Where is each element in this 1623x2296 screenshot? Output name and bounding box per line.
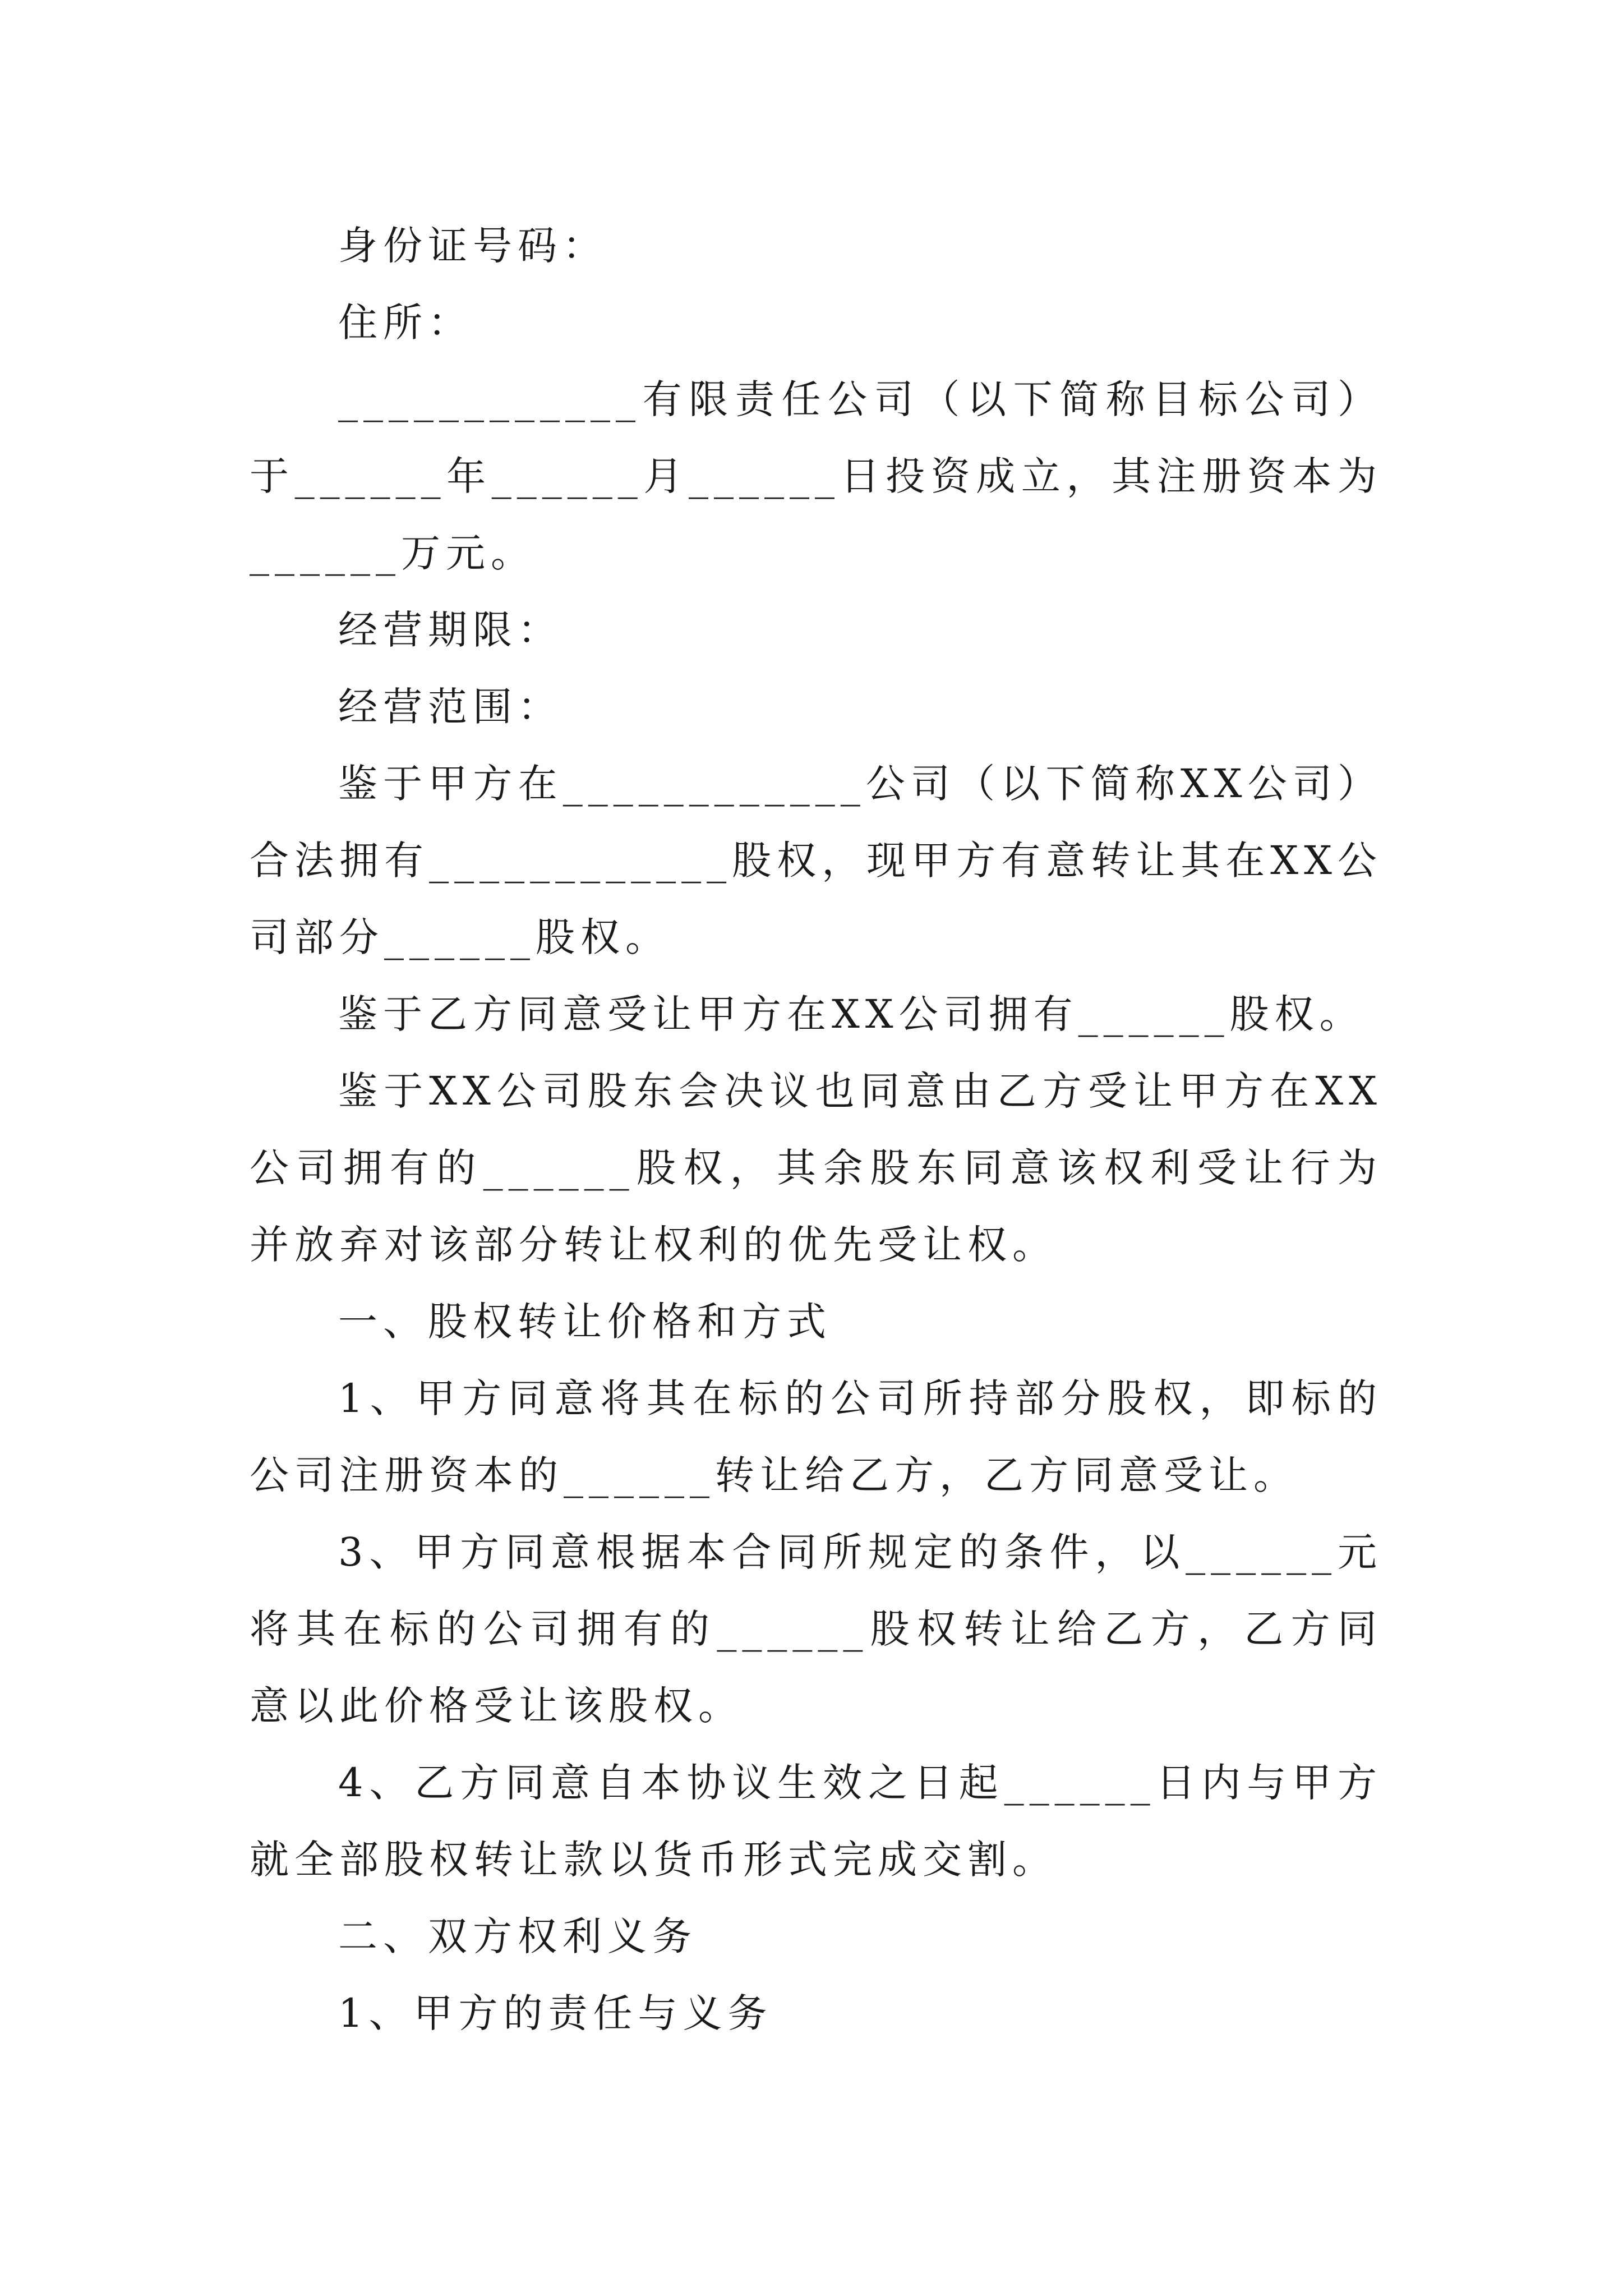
section-heading-rights-obligations: 二、双方权利义务 [338,1913,697,1959]
company-establishment-paragraph: ____________有限责任公司（以下简称目标公司）于______年______月______日投资成立，其注册资本为______万元。 [250,376,1382,576]
section-heading-price-and-method: 一、股权转让价格和方式 [338,1299,832,1345]
clause-1-transfer: 1、甲方同意将其在标的公司所持部分股权，即标的公司注册资本的______转让给乙方，乙方同意受让。 [250,1375,1382,1498]
id-number-field: 身份证号码： [338,223,607,269]
clause-3-price: 3、甲方同意根据本合同所规定的条件，以______元将其在标的公司拥有的______股权转让给乙方，乙方同意以此价格受让该股权。 [250,1529,1382,1729]
business-term-field: 经营期限： [338,607,562,653]
address-field: 住所： [338,300,473,346]
recital-shareholder-resolution: 鉴于XX公司股东会决议也同意由乙方受让甲方在XX公司拥有的______股权，其余股东同意该权利受让行为并放弃对该部分转让权利的优先受让权。 [250,1068,1382,1268]
business-scope-field: 经营范围： [338,684,562,730]
document-body [250,208,1382,2052]
recital-party-b-consent: 鉴于乙方同意受让甲方在XX公司拥有______股权。 [338,991,1364,1037]
clause-4-settlement: 4、乙方同意自本协议生效之日起______日内与甲方就全部股权转让款以货币形式完成交割。 [250,1760,1382,1883]
recital-party-a-equity: 鉴于甲方在____________公司（以下简称XX公司）合法拥有____________股权，现甲方有意转让其在XX公司部分______股权。 [250,761,1382,960]
subsection-party-a-duties: 1、甲方的责任与义务 [338,1990,773,2036]
